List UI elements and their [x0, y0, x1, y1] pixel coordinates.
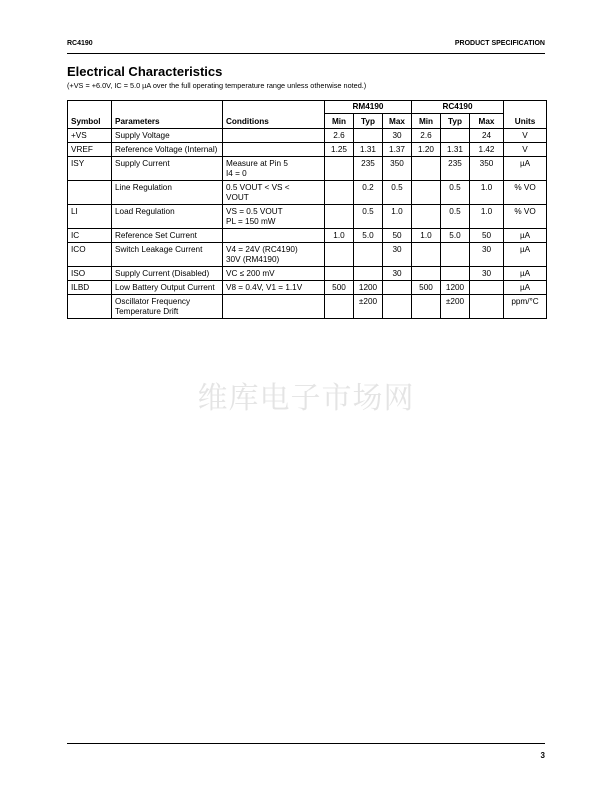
cell-rc-min	[412, 243, 441, 267]
cell-symbol: ISY	[68, 157, 112, 181]
col-header-rm-typ: Typ	[354, 114, 383, 129]
col-header-rc-max: Max	[470, 114, 504, 129]
cell-conditions: V4 = 24V (RC4190) 30V (RM4190)	[223, 243, 325, 267]
cell-rm-typ	[354, 243, 383, 267]
cell-rm-typ	[354, 129, 383, 143]
empty-header-cell	[68, 101, 112, 114]
col-header-rm-min: Min	[325, 114, 354, 129]
table-row	[68, 157, 547, 181]
cell-rm-max	[383, 295, 412, 319]
electrical-characteristics-table	[67, 100, 547, 319]
cell-units: % VO	[504, 205, 547, 229]
cell-rc-typ	[441, 267, 470, 281]
footer-rule	[67, 743, 545, 744]
table-group-header-row	[68, 101, 547, 114]
cell-rc-max: 24	[470, 129, 504, 143]
cell-rc-max	[470, 295, 504, 319]
cell-rm-min	[325, 243, 354, 267]
col-header-parameters: Parameters	[112, 114, 223, 129]
cell-units: ppm/°C	[504, 295, 547, 319]
table-row	[68, 281, 547, 295]
cell-units: % VO	[504, 181, 547, 205]
cell-rc-min	[412, 205, 441, 229]
cell-symbol	[68, 295, 112, 319]
cell-rm-max	[383, 281, 412, 295]
cell-parameter: Low Battery Output Current	[112, 281, 223, 295]
group-header-rm4190: RM4190	[325, 101, 412, 114]
cell-rc-max: 350	[470, 157, 504, 181]
cell-rc-max: 30	[470, 243, 504, 267]
cell-rm-max: 350	[383, 157, 412, 181]
table-row	[68, 205, 547, 229]
cell-rm-typ: 235	[354, 157, 383, 181]
cell-rm-typ: 1.31	[354, 143, 383, 157]
table-row	[68, 267, 547, 281]
cell-symbol: VREF	[68, 143, 112, 157]
cell-rm-min	[325, 295, 354, 319]
header-doc-type: PRODUCT SPECIFICATION	[454, 40, 545, 47]
cell-parameter: Supply Current	[112, 157, 223, 181]
cell-parameter: Oscillator Frequency Temperature Drift	[112, 295, 223, 319]
cell-rc-max: 1.0	[470, 205, 504, 229]
table-row	[68, 229, 547, 243]
col-header-rc-min: Min	[412, 114, 441, 129]
cell-parameter: Reference Voltage (Internal)	[112, 143, 223, 157]
cell-rc-typ: 1200	[441, 281, 470, 295]
col-header-symbol: Symbol	[68, 114, 112, 129]
cell-rc-min: 500	[412, 281, 441, 295]
cell-parameter: Switch Leakage Current	[112, 243, 223, 267]
cell-rm-typ: 0.2	[354, 181, 383, 205]
cell-rc-max: 1.42	[470, 143, 504, 157]
header-part-number: RC4190	[67, 40, 93, 47]
cell-conditions	[223, 295, 325, 319]
cell-rm-max: 30	[383, 129, 412, 143]
cell-rm-max: 30	[383, 267, 412, 281]
col-header-units: Units	[504, 114, 547, 129]
cell-conditions: Measure at Pin 5 I4 = 0	[223, 157, 325, 181]
cell-rc-typ: 1.31	[441, 143, 470, 157]
cell-rm-typ: 0.5	[354, 205, 383, 229]
header-rule	[67, 53, 545, 54]
cell-conditions: V8 = 0.4V, V1 = 1.1V	[223, 281, 325, 295]
cell-rm-max: 1.0	[383, 205, 412, 229]
cell-conditions: 0.5 VOUT < VS < VOUT	[223, 181, 325, 205]
cell-symbol: ILBD	[68, 281, 112, 295]
cell-symbol: +VS	[68, 129, 112, 143]
table-row	[68, 129, 547, 143]
cell-conditions	[223, 229, 325, 243]
cell-rc-min	[412, 157, 441, 181]
empty-header-cell	[112, 101, 223, 114]
cell-conditions	[223, 129, 325, 143]
cell-rm-min	[325, 267, 354, 281]
col-header-conditions: Conditions	[223, 114, 325, 129]
cell-rc-max: 1.0	[470, 181, 504, 205]
cell-rm-typ: 5.0	[354, 229, 383, 243]
cell-rm-min: 1.0	[325, 229, 354, 243]
page-number: 3	[540, 751, 545, 760]
col-header-rm-max: Max	[383, 114, 412, 129]
cell-rm-max: 30	[383, 243, 412, 267]
cell-symbol: IC	[68, 229, 112, 243]
cell-rm-min: 1.25	[325, 143, 354, 157]
cell-rm-min: 500	[325, 281, 354, 295]
cell-units: V	[504, 129, 547, 143]
cell-conditions	[223, 143, 325, 157]
cell-rc-max	[470, 281, 504, 295]
table-row	[68, 143, 547, 157]
cell-rc-min	[412, 181, 441, 205]
col-header-rc-typ: Typ	[441, 114, 470, 129]
table-body	[68, 129, 547, 319]
cell-rc-typ: 235	[441, 157, 470, 181]
cell-units: µA	[504, 229, 547, 243]
watermark: 维库电子市场网	[197, 381, 415, 416]
cell-units: µA	[504, 267, 547, 281]
cell-rc-typ: 0.5	[441, 205, 470, 229]
empty-header-cell	[223, 101, 325, 114]
cell-rc-typ	[441, 243, 470, 267]
cell-parameter: Supply Current (Disabled)	[112, 267, 223, 281]
cell-conditions: VC ≤ 200 mV	[223, 267, 325, 281]
table-row	[68, 295, 547, 319]
cell-rc-typ	[441, 129, 470, 143]
cell-conditions: VS = 0.5 VOUT PL = 150 mW	[223, 205, 325, 229]
cell-rm-typ: ±200	[354, 295, 383, 319]
cell-units: V	[504, 143, 547, 157]
cell-rc-min	[412, 295, 441, 319]
cell-units: µA	[504, 157, 547, 181]
cell-rc-typ: 0.5	[441, 181, 470, 205]
cell-rm-min	[325, 205, 354, 229]
cell-rc-min: 2.6	[412, 129, 441, 143]
cell-symbol	[68, 181, 112, 205]
cell-parameter: Supply Voltage	[112, 129, 223, 143]
cell-units: µA	[504, 281, 547, 295]
table-row	[68, 243, 547, 267]
cell-symbol: LI	[68, 205, 112, 229]
cell-rc-typ: 5.0	[441, 229, 470, 243]
empty-header-cell	[504, 101, 547, 114]
cell-rc-min: 1.0	[412, 229, 441, 243]
table-column-header-row	[68, 114, 547, 129]
cell-parameter: Load Regulation	[112, 205, 223, 229]
cell-rm-max: 50	[383, 229, 412, 243]
group-header-rc4190: RC4190	[412, 101, 504, 114]
cell-rm-typ	[354, 267, 383, 281]
cell-parameter: Line Regulation	[112, 181, 223, 205]
cell-rm-max: 1.37	[383, 143, 412, 157]
cell-rc-min	[412, 267, 441, 281]
cell-rm-typ: 1200	[354, 281, 383, 295]
cell-parameter: Reference Set Current	[112, 229, 223, 243]
section-title: Electrical Characteristics	[67, 64, 223, 79]
section-subtitle: (+VS = +6.0V, IC = 5.0 µA over the full operating temperature range unless otherwise noted.)	[67, 81, 367, 90]
cell-symbol: ISO	[68, 267, 112, 281]
cell-rm-max: 0.5	[383, 181, 412, 205]
cell-symbol: ICO	[68, 243, 112, 267]
cell-rm-min	[325, 157, 354, 181]
cell-rc-typ: ±200	[441, 295, 470, 319]
cell-units: µA	[504, 243, 547, 267]
table-row	[68, 181, 547, 205]
cell-rc-max: 30	[470, 267, 504, 281]
cell-rm-min: 2.6	[325, 129, 354, 143]
cell-rc-min: 1.20	[412, 143, 441, 157]
cell-rc-max: 50	[470, 229, 504, 243]
cell-rm-min	[325, 181, 354, 205]
